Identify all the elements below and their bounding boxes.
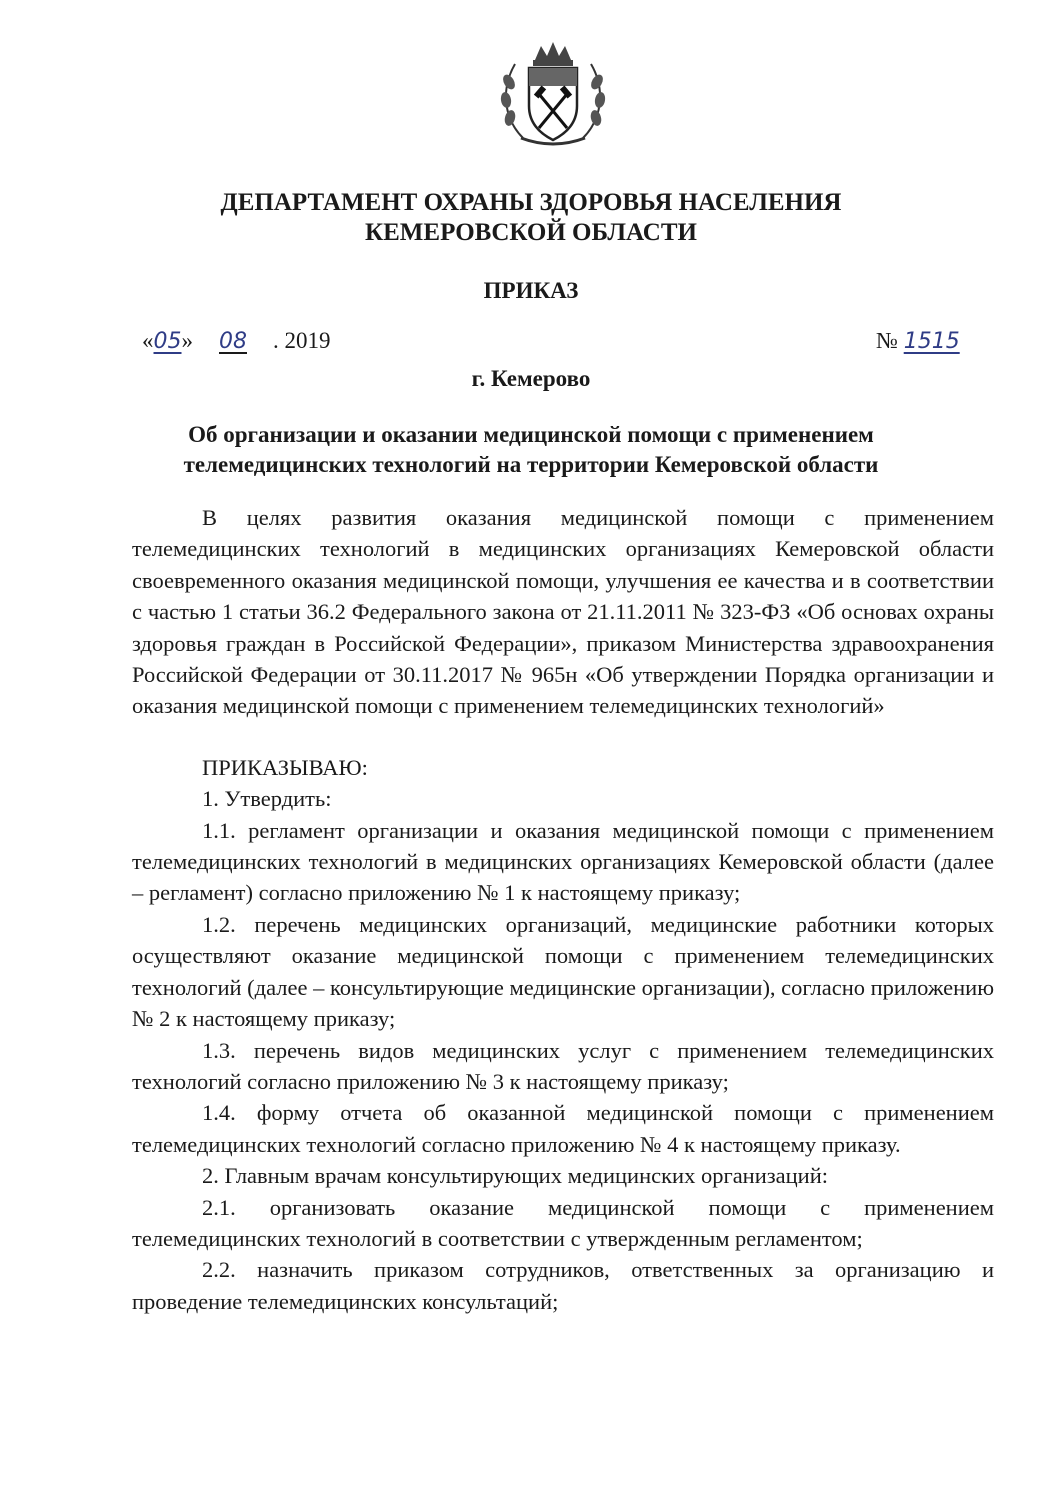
item-1-1: 1.1. регламент организации и оказания медицинской помощи с применением телемедицинских технологий в медицинских организациях Кемеровской области (далее – регламент) согласно приложению № 1 к настоящему приказу; [132,817,994,906]
department-line-2: КЕМЕРОВСКОЙ ОБЛАСТИ [365,219,697,246]
preamble-paragraph: В целях развития оказания медицинской помощи с применением телемедицинских технологий в медицинских организациях Кемеровской области своевременного оказания медицинской помощи, улучшения ее качества и в соответствии с частью 1 статьи 36.2 Федерального закона от 21.11.2011 № 323-ФЗ «Об основах охраны здоровья граждан в Российской Федерации», приказом Министерства здравоохранения Российской Федерации от 30.11.2017 № 965н «Об утверждении Порядка организации и оказания медицинской помощи с применением телемедицинских технологий» [132,505,994,719]
date-year: . 2019 [273,328,331,353]
order-word: ПРИКАЗЫВАЮ: [202,754,368,780]
item-1: 1. Утвердить: [202,786,332,812]
city: г. Кемерово [471,366,591,391]
item-1-3: 1.3. перечень видов медицинских услуг с применением телемедицинских технологий согласно приложению № 3 к настоящему приказу; [132,1037,994,1094]
order-number [876,328,960,354]
item-2-2: 2.2. назначить приказом сотрудников, ответственных за организацию и проведение телемедицинских консультаций; [132,1257,994,1314]
kemerovo-coat-of-arms-icon [493,38,613,150]
document-type: ПРИКАЗ [483,278,579,303]
item-1-4: 1.4. форму отчета об оказанной медицинской помощи с применением телемедицинских технологий согласно приложению № 4 к настоящему приказу. [132,1100,994,1157]
date-quote-open: « [142,328,154,353]
department-line-1: ДЕПАРТАМЕНТ ОХРАНЫ ЗДОРОВЬЯ НАСЕЛЕНИЯ [220,189,842,216]
number-prefix: № [876,328,898,353]
order-subject [0,420,1062,480]
date-month: 08 [219,329,247,354]
department-name [0,188,1062,248]
number-value: 1515 [903,329,960,354]
item-2: 2. Главным врачам консультирующих медицинских организаций: [202,1163,829,1189]
order-date [142,328,331,354]
subject-line-1: Об организации и оказании медицинской помощи с применением [188,422,874,447]
subject-line-2: телемедицинских технологий на территории Кемеровской области [183,452,879,477]
item-1-2: 1.2. перечень медицинских организаций, медицинские работники которых осуществляют оказание медицинской помощи с применением телемедицинских технологий (далее – консультирующие медицинские организации), согласно приложению № 2 к настоящему приказу; [132,911,994,1032]
order-body [132,502,994,1317]
item-2-1: 2.1. организовать оказание медицинской помощи с применением телемедицинских технологий в соответствии с утвержденным регламентом; [132,1194,994,1251]
date-month-field [193,328,273,354]
date-day: 05 [153,329,182,354]
date-quote-close: » [181,328,193,353]
